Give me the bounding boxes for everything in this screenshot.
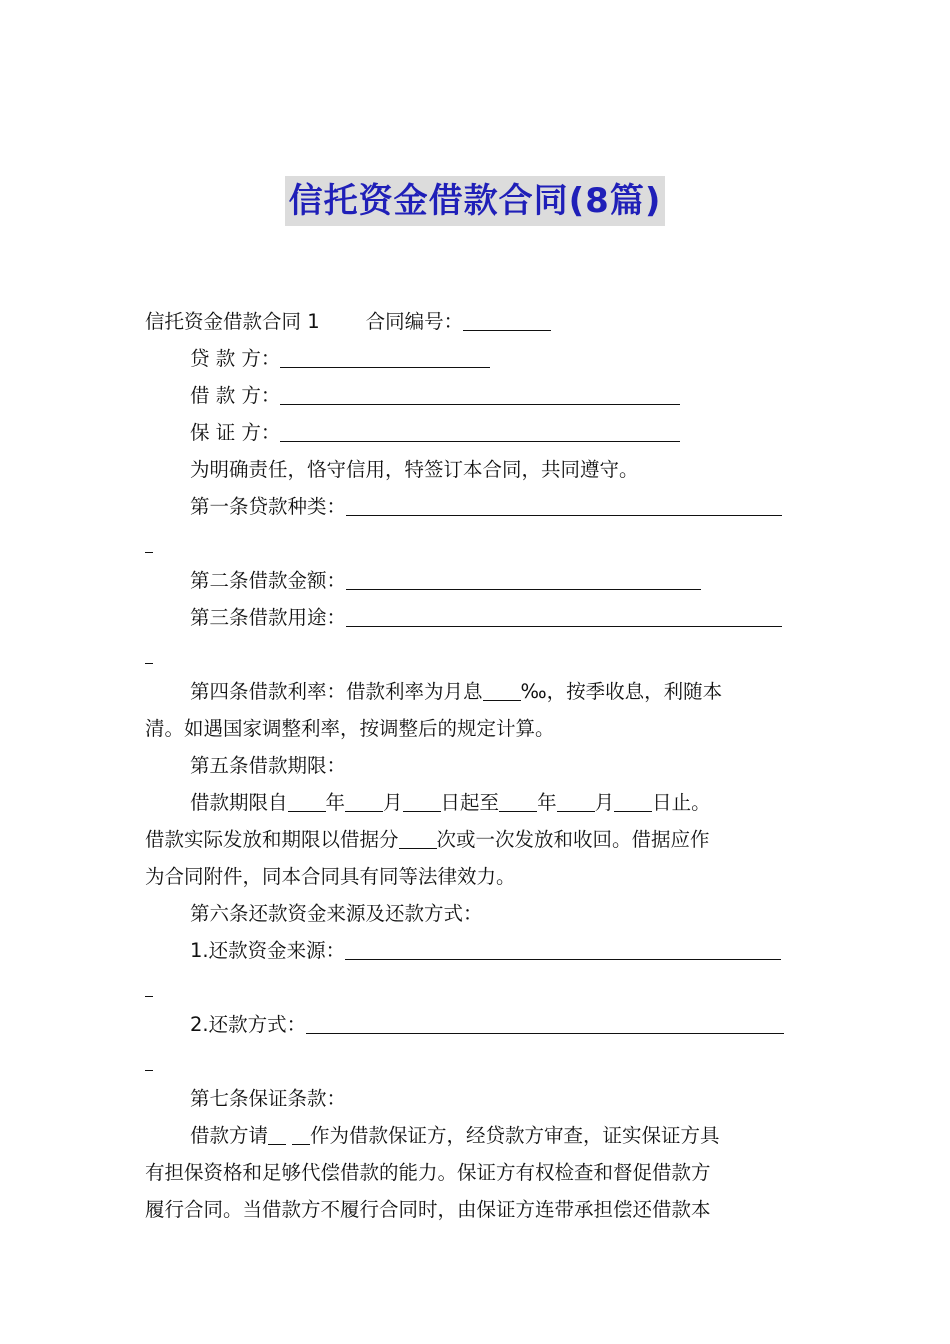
- article-7-title: 第七条保证条款：: [190, 1087, 347, 1110]
- article-3-blank: [346, 602, 782, 627]
- contract-no-blank: [463, 306, 551, 331]
- borrower-label: 借 款 方：: [190, 384, 281, 407]
- article-6-item2: [145, 1006, 810, 1043]
- repayment-source-label: 1.还款资金来源：: [190, 939, 346, 962]
- rate-blank: [483, 676, 521, 701]
- article-6-item2-tail: [145, 1043, 810, 1080]
- blank: [399, 824, 437, 849]
- article-1-tail: [145, 525, 810, 562]
- article-6-item1: [145, 932, 810, 969]
- article-5-line1: [145, 784, 810, 821]
- month-label: 月: [594, 791, 615, 814]
- article-6-item1-tail: [145, 969, 810, 1006]
- day-from-label: 日起至: [440, 791, 500, 814]
- article-1: [145, 488, 810, 525]
- article-2-label: 第二条借款金额：: [190, 569, 347, 592]
- contract-no-label: 合同编号：: [365, 310, 464, 333]
- tail-underscore: [145, 639, 153, 664]
- lender-label: 贷 款 方：: [190, 347, 281, 370]
- page-title: [0, 176, 950, 226]
- borrower-line: [145, 377, 810, 414]
- guarantor-blank: [280, 417, 680, 442]
- article-3: [145, 599, 810, 636]
- article-2: [145, 562, 810, 599]
- blank: [345, 787, 383, 812]
- article-5-text2b: 次或一次发放和收回。借据应作: [436, 828, 710, 851]
- article-5-line3: 为合同附件，同本合同具有同等法律效力。: [145, 865, 516, 888]
- article-2-blank: [346, 565, 701, 590]
- article-3-tail: [145, 636, 810, 673]
- term-from-label: 借款期限自: [190, 791, 288, 814]
- title-text: 信托资金借款合同(8篇): [285, 176, 666, 226]
- blank: [557, 787, 595, 812]
- repayment-method-blank: [306, 1009, 784, 1034]
- blank: [288, 787, 326, 812]
- blank: [268, 1120, 286, 1145]
- article-5-line2: [145, 821, 810, 858]
- preamble: 为明确责任，恪守信用，特签订本合同，共同遵守。: [190, 458, 639, 481]
- article-7-text1a: 借款方请: [190, 1124, 269, 1147]
- article-6-title: 第六条还款资金来源及还款方式：: [190, 902, 483, 925]
- article-7-line2: 有担保资格和足够代偿借款的能力。保证方有权检查和督促借款方: [145, 1161, 711, 1184]
- article-4-line1: [145, 673, 810, 710]
- blank: [403, 787, 441, 812]
- article-5-text2a: 借款实际发放和期限以借据分: [145, 828, 399, 851]
- guarantor-line: [145, 414, 810, 451]
- blank: [499, 787, 537, 812]
- contract-label: 信托资金借款合同 1: [145, 310, 320, 333]
- tail-underscore: [145, 528, 153, 553]
- article-7-line1: [145, 1117, 810, 1154]
- article-4-text2: ‰，按季收息，利随本: [520, 680, 723, 703]
- tail-underscore: [145, 1046, 153, 1071]
- blank: [614, 787, 652, 812]
- article-1-blank: [346, 491, 782, 516]
- contract-header-line: [145, 303, 810, 340]
- borrower-blank: [280, 380, 680, 405]
- repayment-source-blank: [345, 935, 781, 960]
- repayment-method-label: 2.还款方式：: [190, 1013, 307, 1036]
- day-to-label: 日止。: [652, 791, 711, 814]
- tail-underscore: [145, 972, 153, 997]
- month-label: 月: [383, 791, 403, 814]
- lender-blank: [280, 343, 490, 368]
- article-1-label: 第一条贷款种类：: [190, 495, 347, 518]
- year-label: 年: [325, 791, 346, 814]
- article-5-title: 第五条借款期限：: [190, 754, 347, 777]
- article-3-label: 第三条借款用途：: [190, 606, 347, 629]
- lender-line: [145, 340, 810, 377]
- guarantor-label: 保 证 方：: [190, 421, 281, 444]
- contract-body: [145, 303, 810, 1228]
- year-label: 年: [537, 791, 557, 814]
- article-7-text1b: 作为借款保证方，经贷款方审查，证实保证方具: [310, 1124, 720, 1147]
- blank: [292, 1120, 310, 1145]
- article-4-text1: 第四条借款利率：借款利率为月息: [190, 680, 483, 703]
- article-7-line3: 履行合同。当借款方不履行合同时，由保证方连带承担偿还借款本: [145, 1198, 711, 1221]
- article-4-line2: 清。如遇国家调整利率，按调整后的规定计算。: [145, 717, 555, 740]
